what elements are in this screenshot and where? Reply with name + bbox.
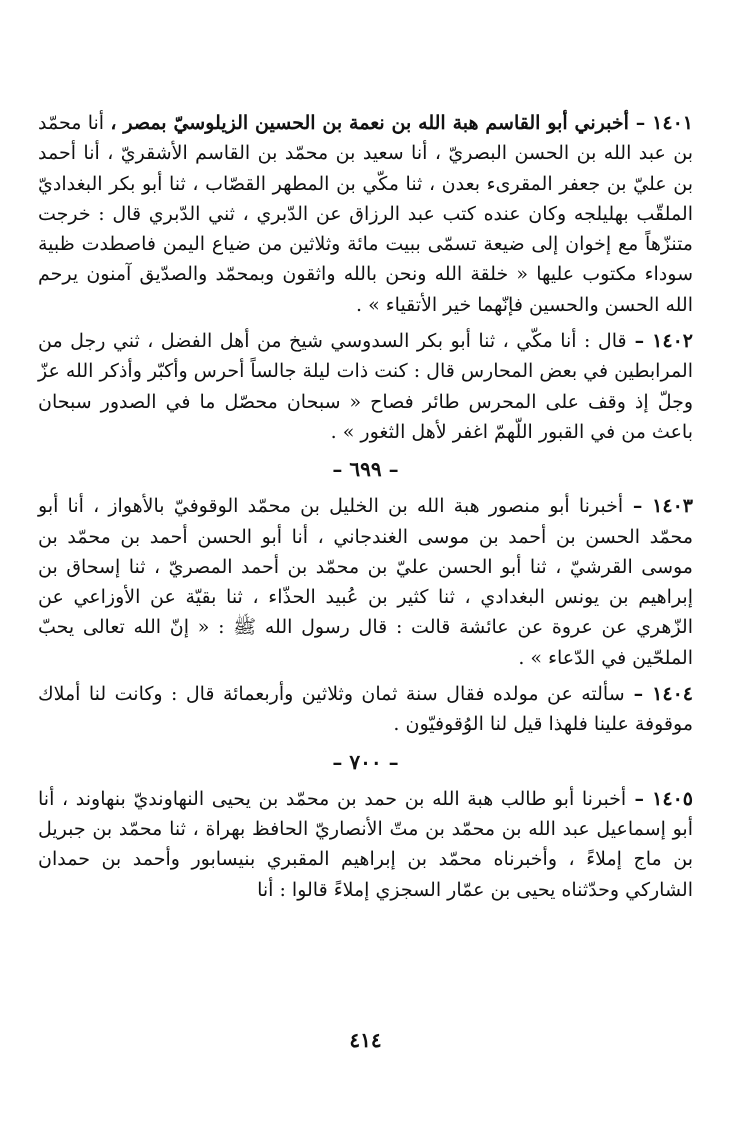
entry-number: ١٤٠٣ – xyxy=(623,495,693,518)
entry-lead: أخبرنا أبو منصور هبة الله بن الخليل بن محمّد الوقوفيّ بالأهواز ، xyxy=(93,495,624,518)
entry-body: بنهاوند ، أنا أبو إسماعيل عبد الله بن محمّد بن متّ الأنصاريّ الحافظ بهراة ، ثنا محمّد بن جبريل بن ماج إملاءً ، وأخبرناه محمّد بن إبراهيم المقبري بنيسابور وأحمد بن حمدان الشاركي وحدّثناه يحيى بن عمّار السجزي إملاءً قالوا : أنا xyxy=(38,787,693,901)
section-marker: – ٦٩٩ – xyxy=(332,457,399,482)
entry-body: سألته عن مولده فقال سنة ثمان وثلاثين وأربعمائة قال : وكانت لنا أملاك موقوفة علينا فلهذا قيل لنا الوُقوفيّون . xyxy=(38,683,693,736)
entry-1401 xyxy=(38,108,693,320)
entry-number: ١٤٠٥ – xyxy=(626,787,693,810)
section-marker: – ٧٠٠ – xyxy=(332,749,399,774)
entry-number: ١٤٠١ – xyxy=(628,112,693,134)
entry-body: أنا أبو محمّد الحسن بن أحمد بن موسى الغندجاني ، أنا أبو الحسن أحمد بن محمّد بن موسى القرشيّ ، ثنا أبو الحسن عليّ بن محمّد بن أحمد المصريّ ، ثنا إسحاق بن إبراهيم بن يونس البغدادي ، ثنا كثير بن عُبيد الحذّاء ، ثنا بقيّة عن الأوزاعي عن الزّهري عن عروة عن عائشة قالت : قال رسول الله ﷺ : « إنّ الله تعالى يحبّ الملحّين في الدّعاء » . xyxy=(38,495,693,669)
entry-1405 xyxy=(38,784,693,905)
entry-lead: أخبرنا أبو طالب هبة الله بن حمد بن محمّد بن يحيى النهاونديّ xyxy=(133,787,627,810)
entry-number: ١٤٠٢ – xyxy=(626,330,693,353)
page-number: ٤١٤ xyxy=(349,1028,382,1052)
entry-1403 xyxy=(38,491,693,673)
entry-1404 xyxy=(38,679,693,740)
entry-body: قال : أنا مكّي ، ثنا أبو بكر السدوسي شيخ من أهل الفضل ، ثني رجل من المرابطين في بعض المحارس قال : كنت ذات ليلة جالساً أحرس وأكبّر وأذكر الله عزّ وجلّ إذ وقف على المحرس طائر فصاح « سبحان محصّل ما في الصدور سبحان باعث من في القبور اللّهمّ اغفر لأهل الثغور » . xyxy=(38,330,693,443)
entry-number: ١٤٠٤ – xyxy=(624,683,693,706)
entry-lead: أخبرني أبو القاسم هبة الله بن نعمة بن الحسين الزيلوسيّ بمصر ، xyxy=(110,112,629,134)
entry-1402 xyxy=(38,326,693,447)
entry-body: أنا محمّد بن عبد الله بن الحسن البصريّ ، أنا سعيد بن محمّد بن القاسم الأشقريّ ، أنا أحمد بن عليّ بن جعفر المقرىء بعدن ، ثنا مكّي بن المطهر القصّاب ، ثنا أبو بكر البغداديّ الملقّب بهليلجه وكان عنده كتب عبد الرزاق عن الدّبري ، ثني الدّبري قال : خرجت متنزّهاً مع إخوان إلى ضيعة تسمّى ببيت مائة وثلاثين من ضياع اليمن فاصطدت ظبية سوداء مكتوب عليها « خلقة الله ونحن بالله واثقون وبمحمّد والصدّيق آمنون يرحم الله الحسن والحسين فإنّهما خير الأتقياء » . xyxy=(38,112,693,316)
page-text-block xyxy=(38,108,693,905)
